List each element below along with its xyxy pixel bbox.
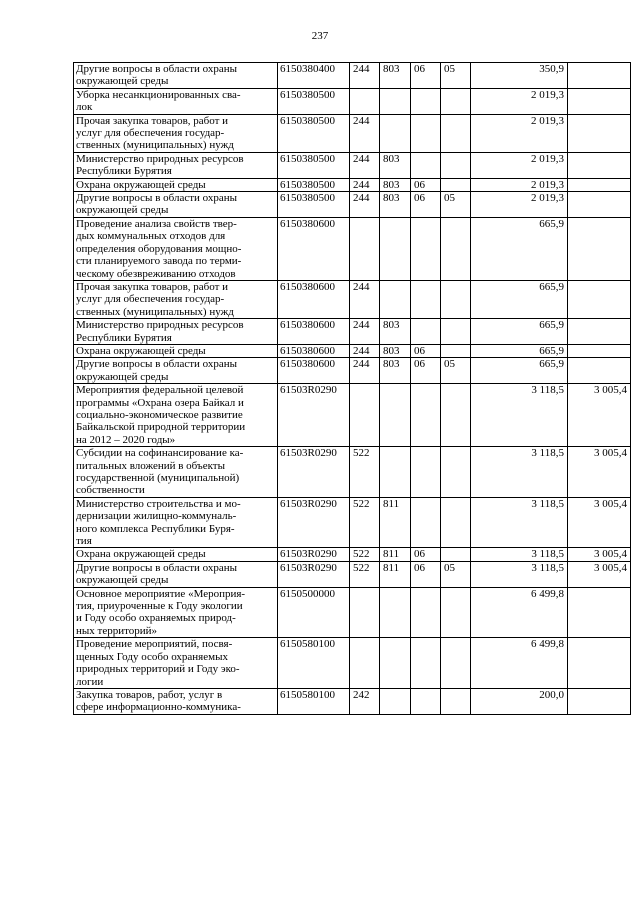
cell-subsection (441, 344, 471, 357)
cell-target-article: 6150380600 (278, 217, 350, 280)
cell-ministry-code (380, 688, 411, 714)
table-row (74, 497, 631, 548)
cell-name: Охрана окружающей среды (74, 178, 278, 191)
cell-expense-type: 244 (350, 280, 380, 318)
cell-section: 06 (411, 178, 441, 191)
cell-target-article: 61503R0290 (278, 384, 350, 447)
cell-subsection (441, 88, 471, 114)
cell-name: Министерство строительства и мо- дернизации жилищно-коммуналь- ного комплекса Республики Буря- тия (74, 497, 278, 548)
cell-amount-federal (568, 114, 631, 152)
cell-ministry-code: 803 (380, 63, 411, 89)
cell-section (411, 587, 441, 638)
cell-name: Прочая закупка товаров, работ и услуг для обеспечения государ- ственных (муниципальных) нужд (74, 280, 278, 318)
page-number: 237 (311, 30, 329, 42)
cell-ministry-code (380, 280, 411, 318)
cell-subsection (441, 447, 471, 498)
cell-target-article: 6150380600 (278, 358, 350, 384)
cell-section: 06 (411, 344, 441, 357)
cell-amount: 2 019,3 (471, 152, 568, 178)
cell-section (411, 114, 441, 152)
cell-expense-type: 244 (350, 344, 380, 357)
cell-ministry-code (380, 587, 411, 638)
table-row (74, 114, 631, 152)
cell-target-article: 6150380600 (278, 319, 350, 345)
cell-section (411, 280, 441, 318)
cell-amount-federal (568, 63, 631, 89)
cell-expense-type: 244 (350, 178, 380, 191)
cell-expense-type: 244 (350, 358, 380, 384)
cell-expense-type: 522 (350, 447, 380, 498)
cell-ministry-code (380, 638, 411, 689)
table-row (74, 192, 631, 218)
cell-section: 06 (411, 548, 441, 561)
cell-expense-type (350, 384, 380, 447)
cell-name: Другие вопросы в области охраны окружающей среды (74, 358, 278, 384)
cell-ministry-code: 811 (380, 497, 411, 548)
cell-section (411, 217, 441, 280)
cell-amount: 3 118,5 (471, 561, 568, 587)
cell-section (411, 447, 441, 498)
cell-target-article: 6150380400 (278, 63, 350, 89)
cell-name: Другие вопросы в области охраны окружающей среды (74, 561, 278, 587)
table-row (74, 63, 631, 89)
cell-amount-federal (568, 688, 631, 714)
cell-amount-federal (568, 217, 631, 280)
cell-target-article: 6150380500 (278, 192, 350, 218)
cell-subsection (441, 152, 471, 178)
table-row (74, 688, 631, 714)
cell-name: Министерство природных ресурсов Республики Бурятия (74, 319, 278, 345)
cell-target-article: 6150580100 (278, 688, 350, 714)
cell-subsection (441, 497, 471, 548)
cell-target-article: 6150500000 (278, 587, 350, 638)
table-row (74, 319, 631, 345)
cell-subsection: 05 (441, 358, 471, 384)
cell-name: Основное мероприятие «Мероприя- тия, приуроченные к Году экологии и Году особо охраняемых природ- ных территорий» (74, 587, 278, 638)
cell-expense-type: 522 (350, 561, 380, 587)
cell-subsection (441, 548, 471, 561)
cell-amount-federal: 3 005,4 (568, 447, 631, 498)
cell-section (411, 638, 441, 689)
cell-name: Уборка несанкционированных сва- лок (74, 88, 278, 114)
cell-expense-type (350, 217, 380, 280)
cell-subsection (441, 688, 471, 714)
cell-amount: 3 118,5 (471, 548, 568, 561)
cell-amount-federal (568, 319, 631, 345)
cell-ministry-code: 803 (380, 152, 411, 178)
budget-table (73, 62, 631, 715)
cell-expense-type: 244 (350, 152, 380, 178)
cell-amount: 200,0 (471, 688, 568, 714)
table-row (74, 548, 631, 561)
cell-name: Проведение анализа свойств твер- дых коммунальных отходов для определения оборудования мощно- сти планируемого завода по терми- ческому обезвреживанию отходов (74, 217, 278, 280)
cell-target-article: 61503R0290 (278, 548, 350, 561)
cell-target-article: 61503R0290 (278, 447, 350, 498)
cell-target-article: 6150380500 (278, 88, 350, 114)
cell-amount-federal (568, 344, 631, 357)
cell-subsection: 05 (441, 561, 471, 587)
cell-subsection (441, 217, 471, 280)
cell-expense-type (350, 638, 380, 689)
cell-amount-federal: 3 005,4 (568, 384, 631, 447)
cell-expense-type: 244 (350, 192, 380, 218)
cell-subsection (441, 280, 471, 318)
cell-ministry-code (380, 447, 411, 498)
cell-amount-federal (568, 178, 631, 191)
cell-section: 06 (411, 192, 441, 218)
cell-subsection: 05 (441, 192, 471, 218)
cell-subsection (441, 178, 471, 191)
cell-amount: 2 019,3 (471, 178, 568, 191)
cell-subsection: 05 (441, 63, 471, 89)
cell-amount: 6 499,8 (471, 638, 568, 689)
cell-name: Охрана окружающей среды (74, 344, 278, 357)
table-row (74, 152, 631, 178)
cell-subsection (441, 319, 471, 345)
cell-section (411, 319, 441, 345)
table-row (74, 587, 631, 638)
table-row (74, 178, 631, 191)
table-row (74, 384, 631, 447)
cell-amount-federal (568, 88, 631, 114)
cell-section (411, 688, 441, 714)
cell-amount: 665,9 (471, 217, 568, 280)
cell-amount: 665,9 (471, 344, 568, 357)
cell-section: 06 (411, 63, 441, 89)
cell-section (411, 152, 441, 178)
table-row (74, 561, 631, 587)
cell-expense-type (350, 587, 380, 638)
cell-subsection (441, 587, 471, 638)
cell-amount-federal (568, 152, 631, 178)
cell-name: Министерство природных ресурсов Республики Бурятия (74, 152, 278, 178)
cell-amount: 3 118,5 (471, 447, 568, 498)
cell-amount: 665,9 (471, 280, 568, 318)
cell-target-article: 6150380500 (278, 114, 350, 152)
cell-expense-type (350, 88, 380, 114)
cell-target-article: 61503R0290 (278, 497, 350, 548)
cell-ministry-code: 811 (380, 561, 411, 587)
cell-ministry-code: 803 (380, 178, 411, 191)
cell-amount: 665,9 (471, 319, 568, 345)
table-row (74, 280, 631, 318)
cell-target-article: 6150380600 (278, 344, 350, 357)
cell-amount: 665,9 (471, 358, 568, 384)
cell-amount: 2 019,3 (471, 114, 568, 152)
cell-target-article: 61503R0290 (278, 561, 350, 587)
cell-amount-federal (568, 358, 631, 384)
table-row (74, 358, 631, 384)
cell-name: Субсидии на софинансирование ка- питальных вложений в объекты государственной (муниципальной) собственности (74, 447, 278, 498)
cell-ministry-code (380, 384, 411, 447)
cell-amount: 6 499,8 (471, 587, 568, 638)
cell-subsection (441, 638, 471, 689)
cell-amount: 3 118,5 (471, 384, 568, 447)
table-row (74, 217, 631, 280)
cell-expense-type: 244 (350, 319, 380, 345)
cell-target-article: 6150380500 (278, 152, 350, 178)
cell-expense-type: 242 (350, 688, 380, 714)
cell-ministry-code: 803 (380, 344, 411, 357)
cell-subsection (441, 114, 471, 152)
table-row (74, 638, 631, 689)
cell-section: 06 (411, 358, 441, 384)
cell-target-article: 6150380600 (278, 280, 350, 318)
table-row (74, 88, 631, 114)
cell-ministry-code (380, 88, 411, 114)
cell-expense-type: 522 (350, 548, 380, 561)
cell-name: Прочая закупка товаров, работ и услуг для обеспечения государ- ственных (муниципальных) нужд (74, 114, 278, 152)
cell-amount-federal: 3 005,4 (568, 561, 631, 587)
cell-ministry-code: 811 (380, 548, 411, 561)
cell-amount-federal (568, 280, 631, 318)
cell-expense-type: 522 (350, 497, 380, 548)
cell-name: Проведение мероприятий, посвя- щенных Году особо охраняемых природных территорий и Году эко- логии (74, 638, 278, 689)
cell-ministry-code (380, 114, 411, 152)
cell-name: Закупка товаров, работ, услуг в сфере информационно-коммуника- (74, 688, 278, 714)
table-row (74, 447, 631, 498)
cell-amount: 3 118,5 (471, 497, 568, 548)
cell-name: Другие вопросы в области охраны окружающей среды (74, 63, 278, 89)
cell-section (411, 497, 441, 548)
cell-name: Охрана окружающей среды (74, 548, 278, 561)
cell-ministry-code: 803 (380, 358, 411, 384)
cell-name: Мероприятия федеральной целевой программы «Охрана озера Байкал и социально-экономическое развитие Байкальской природной территории на 2012 – 2020 годы» (74, 384, 278, 447)
cell-section: 06 (411, 561, 441, 587)
cell-amount-federal: 3 005,4 (568, 497, 631, 548)
cell-section (411, 88, 441, 114)
table-row (74, 344, 631, 357)
cell-amount: 2 019,3 (471, 88, 568, 114)
cell-expense-type: 244 (350, 63, 380, 89)
cell-ministry-code (380, 217, 411, 280)
cell-amount-federal (568, 192, 631, 218)
cell-ministry-code: 803 (380, 192, 411, 218)
cell-amount: 350,9 (471, 63, 568, 89)
cell-subsection (441, 384, 471, 447)
cell-amount: 2 019,3 (471, 192, 568, 218)
cell-target-article: 6150580100 (278, 638, 350, 689)
cell-expense-type: 244 (350, 114, 380, 152)
cell-name: Другие вопросы в области охраны окружающей среды (74, 192, 278, 218)
cell-ministry-code: 803 (380, 319, 411, 345)
cell-amount-federal (568, 638, 631, 689)
cell-section (411, 384, 441, 447)
cell-amount-federal: 3 005,4 (568, 548, 631, 561)
cell-amount-federal (568, 587, 631, 638)
cell-target-article: 6150380500 (278, 178, 350, 191)
